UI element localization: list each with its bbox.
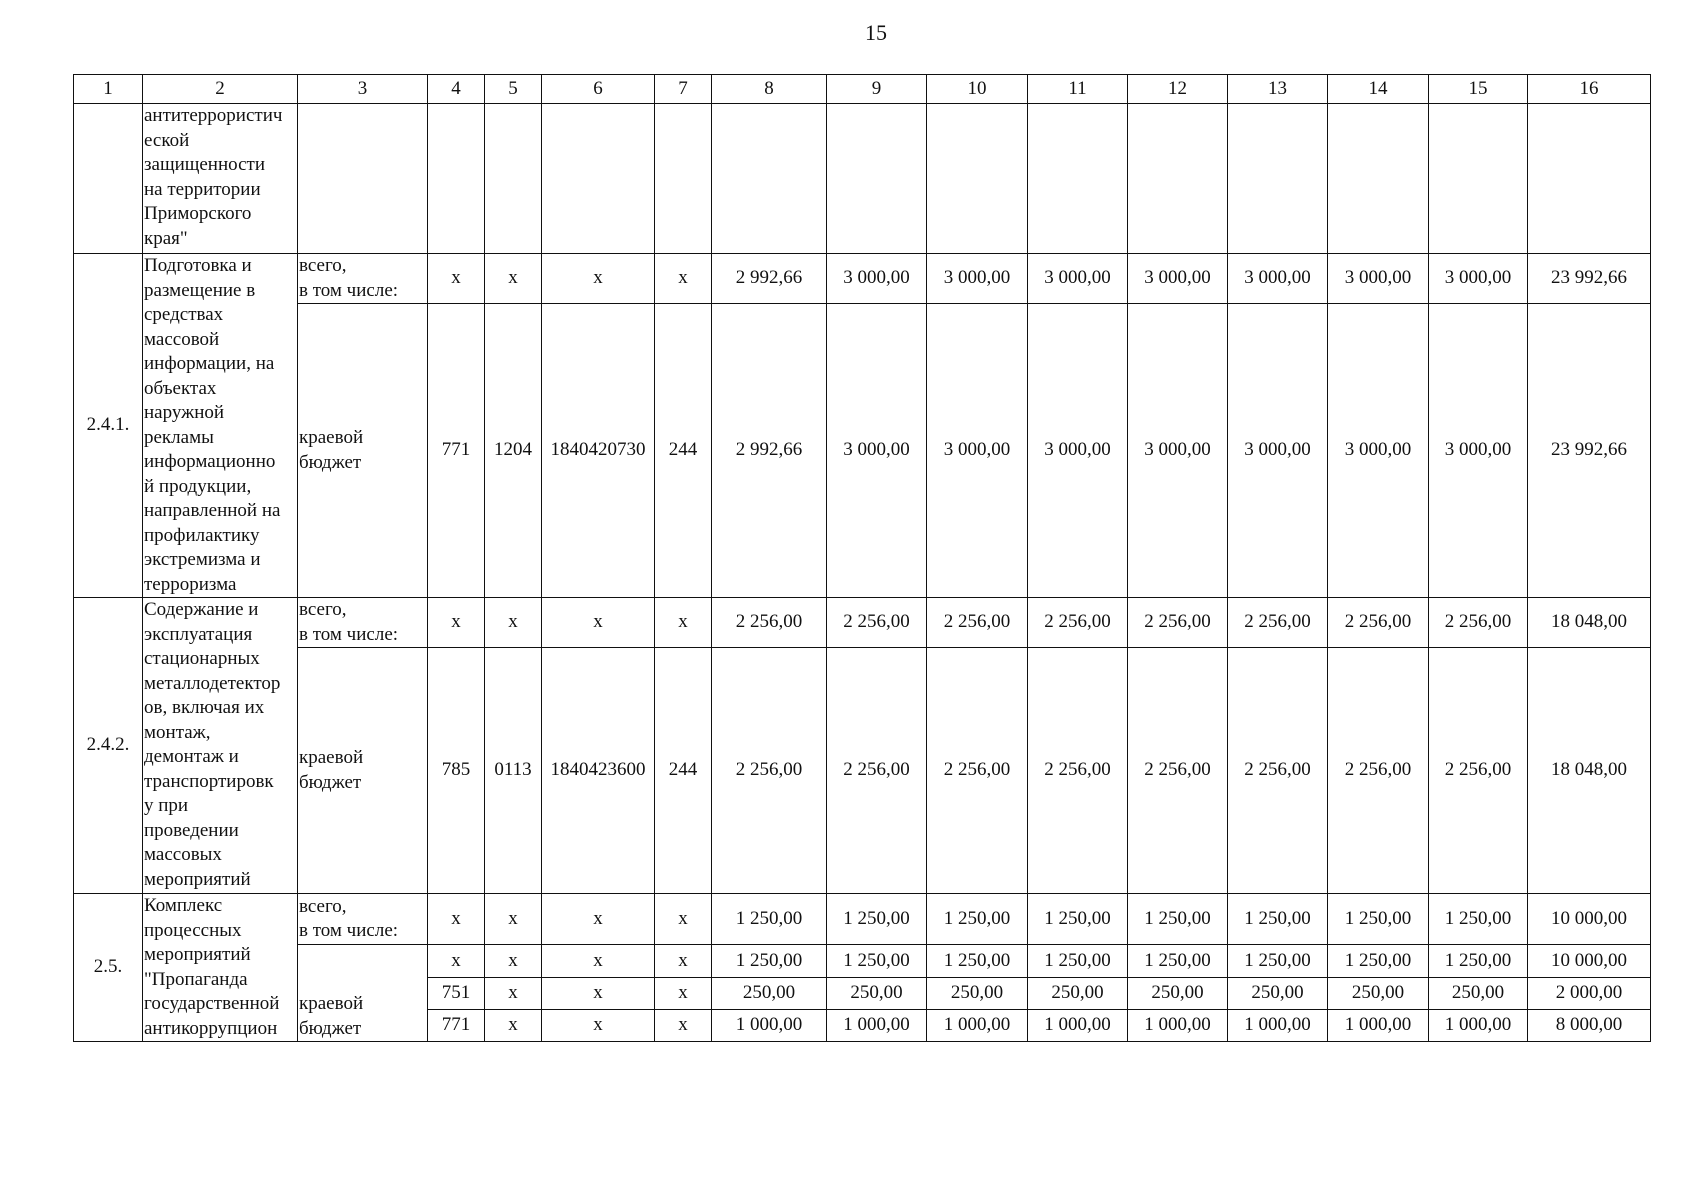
table-cell: 1 250,00 bbox=[827, 894, 927, 945]
table-cell: 3 000,00 bbox=[1328, 304, 1429, 598]
table-cell: 1840423600 bbox=[542, 648, 655, 894]
table-cell: 2 256,00 bbox=[1228, 598, 1328, 648]
table-cell: 1 000,00 bbox=[1429, 1010, 1528, 1042]
table-cell: х bbox=[542, 894, 655, 945]
column-header: 9 bbox=[827, 75, 927, 104]
table-cell: 3 000,00 bbox=[1028, 304, 1128, 598]
table-cell bbox=[927, 104, 1028, 254]
funding-source-cell: всего, в том числе: bbox=[298, 894, 428, 945]
table-cell: 1 250,00 bbox=[1429, 894, 1528, 945]
table-cell: 1 000,00 bbox=[1228, 1010, 1328, 1042]
table-cell: 2 256,00 bbox=[927, 648, 1028, 894]
table-cell: х bbox=[655, 945, 712, 978]
table-cell: 23 992,66 bbox=[1528, 304, 1651, 598]
table-cell: 18 048,00 bbox=[1528, 648, 1651, 894]
table-cell: х bbox=[485, 978, 542, 1010]
table-cell: 1 250,00 bbox=[827, 945, 927, 978]
table-cell: 1 250,00 bbox=[1028, 945, 1128, 978]
table-cell: 2 256,00 bbox=[712, 598, 827, 648]
table-cell: х bbox=[542, 978, 655, 1010]
table-cell: х bbox=[655, 598, 712, 648]
table-cell: 1 250,00 bbox=[712, 894, 827, 945]
column-header: 8 bbox=[712, 75, 827, 104]
column-header: 11 bbox=[1028, 75, 1128, 104]
table-cell: 2 256,00 bbox=[1028, 648, 1128, 894]
table-cell: 244 bbox=[655, 648, 712, 894]
table-cell: 1 000,00 bbox=[1028, 1010, 1128, 1042]
table-cell bbox=[1429, 104, 1528, 254]
table-cell: 250,00 bbox=[927, 978, 1028, 1010]
table-cell: 1840420730 bbox=[542, 304, 655, 598]
table-cell: х bbox=[428, 254, 485, 304]
table-cell: 3 000,00 bbox=[927, 254, 1028, 304]
table-row bbox=[74, 104, 1651, 254]
table-cell: 2 256,00 bbox=[1328, 648, 1429, 894]
table-row bbox=[74, 894, 1651, 945]
table-cell: 250,00 bbox=[827, 978, 927, 1010]
table-cell: х bbox=[485, 945, 542, 978]
table-cell: 751 bbox=[428, 978, 485, 1010]
table-cell: 2 256,00 bbox=[827, 648, 927, 894]
table-cell: х bbox=[542, 945, 655, 978]
table-cell: 1 000,00 bbox=[927, 1010, 1028, 1042]
measure-name-cell: Содержание и эксплуатация стационарных металлодетектор ов, включая их монтаж, демонтаж и транспортировк у при проведении массовых мероприятий bbox=[143, 598, 298, 894]
table-cell bbox=[1128, 104, 1228, 254]
table-row bbox=[74, 304, 1651, 598]
table-cell: х bbox=[428, 945, 485, 978]
table-cell: 1204 bbox=[485, 304, 542, 598]
table-cell: 2 256,00 bbox=[1429, 648, 1528, 894]
column-header: 3 bbox=[298, 75, 428, 104]
table-cell: х bbox=[655, 254, 712, 304]
table-cell: 244 bbox=[655, 304, 712, 598]
table-cell bbox=[827, 104, 927, 254]
column-header: 5 bbox=[485, 75, 542, 104]
table-cell: х bbox=[428, 598, 485, 648]
table-cell: 2 256,00 bbox=[1228, 648, 1328, 894]
table-cell: х bbox=[485, 598, 542, 648]
table-cell: 771 bbox=[428, 1010, 485, 1042]
table-cell bbox=[1028, 104, 1128, 254]
column-header: 6 bbox=[542, 75, 655, 104]
table-cell bbox=[1228, 104, 1328, 254]
table-cell: 250,00 bbox=[712, 978, 827, 1010]
table-cell: 2 256,00 bbox=[1028, 598, 1128, 648]
table-cell: х bbox=[428, 894, 485, 945]
table-cell bbox=[1528, 104, 1651, 254]
column-header: 4 bbox=[428, 75, 485, 104]
table-cell: х bbox=[542, 598, 655, 648]
column-header: 10 bbox=[927, 75, 1028, 104]
table-cell: х bbox=[542, 254, 655, 304]
table-cell: 2 000,00 bbox=[1528, 978, 1651, 1010]
table-cell: 10 000,00 bbox=[1528, 945, 1651, 978]
table-row bbox=[74, 648, 1651, 894]
continuation-name-cell: антитеррористич еской защищенности на территории Приморского края" bbox=[143, 104, 298, 254]
table-cell: х bbox=[485, 894, 542, 945]
table-cell: 3 000,00 bbox=[1328, 254, 1429, 304]
table-cell: х bbox=[655, 1010, 712, 1042]
column-header: 16 bbox=[1528, 75, 1651, 104]
table-cell: 1 000,00 bbox=[1128, 1010, 1228, 1042]
table-cell: 3 000,00 bbox=[1228, 304, 1328, 598]
table-cell: 1 250,00 bbox=[927, 894, 1028, 945]
table-cell: 1 250,00 bbox=[1228, 945, 1328, 978]
table-cell: 2 256,00 bbox=[1429, 598, 1528, 648]
table-cell bbox=[485, 104, 542, 254]
funding-source-cell: всего, в том числе: bbox=[298, 598, 428, 648]
funding-source-cell: краевой бюджет bbox=[298, 945, 428, 1042]
table-cell: 3 000,00 bbox=[927, 304, 1028, 598]
table-cell: 250,00 bbox=[1228, 978, 1328, 1010]
column-header: 1 bbox=[74, 75, 143, 104]
table-cell: 3 000,00 bbox=[827, 304, 927, 598]
column-header: 2 bbox=[143, 75, 298, 104]
table-cell: 3 000,00 bbox=[827, 254, 927, 304]
table-row bbox=[74, 254, 1651, 304]
table-cell: 785 bbox=[428, 648, 485, 894]
table-row bbox=[74, 945, 1651, 978]
table-cell: 1 000,00 bbox=[712, 1010, 827, 1042]
row-number-cell: 2.5. bbox=[74, 894, 143, 1042]
table-cell: 2 256,00 bbox=[1128, 648, 1228, 894]
table-cell: 3 000,00 bbox=[1128, 254, 1228, 304]
table-cell: 8 000,00 bbox=[1528, 1010, 1651, 1042]
table-cell: х bbox=[542, 1010, 655, 1042]
table-cell: 2 992,66 bbox=[712, 254, 827, 304]
table-cell: 1 250,00 bbox=[1228, 894, 1328, 945]
table-cell: 1 250,00 bbox=[1028, 894, 1128, 945]
table-cell bbox=[655, 104, 712, 254]
table-cell: 1 250,00 bbox=[712, 945, 827, 978]
table-cell: 3 000,00 bbox=[1028, 254, 1128, 304]
column-header: 14 bbox=[1328, 75, 1429, 104]
column-header-row bbox=[74, 75, 1651, 104]
table-cell: 771 bbox=[428, 304, 485, 598]
table-cell: 0113 bbox=[485, 648, 542, 894]
table-cell: 2 256,00 bbox=[1128, 598, 1228, 648]
table-cell: 2 992,66 bbox=[712, 304, 827, 598]
table-cell bbox=[298, 104, 428, 254]
row-number-cell bbox=[74, 104, 143, 254]
table-cell: 1 250,00 bbox=[1429, 945, 1528, 978]
table-cell: 1 250,00 bbox=[1328, 894, 1429, 945]
measure-name-cell: Комплекс процессных мероприятий "Пропаганда государственной антикоррупцион bbox=[143, 894, 298, 1042]
column-header: 12 bbox=[1128, 75, 1228, 104]
row-number-cell: 2.4.1. bbox=[74, 254, 143, 598]
table-cell: 23 992,66 bbox=[1528, 254, 1651, 304]
table-cell: 2 256,00 bbox=[827, 598, 927, 648]
page-number: 15 bbox=[865, 20, 887, 45]
table-cell: 250,00 bbox=[1429, 978, 1528, 1010]
table-cell: 3 000,00 bbox=[1429, 304, 1528, 598]
table-cell: 1 250,00 bbox=[927, 945, 1028, 978]
budget-table bbox=[73, 74, 1651, 1042]
table-cell: 2 256,00 bbox=[712, 648, 827, 894]
table-cell: 18 048,00 bbox=[1528, 598, 1651, 648]
table-cell: 3 000,00 bbox=[1228, 254, 1328, 304]
table-cell: 10 000,00 bbox=[1528, 894, 1651, 945]
table-row bbox=[74, 598, 1651, 648]
table-cell: х bbox=[655, 978, 712, 1010]
column-header: 7 bbox=[655, 75, 712, 104]
funding-source-cell: всего, в том числе: bbox=[298, 254, 428, 304]
table-cell bbox=[712, 104, 827, 254]
table-cell: 1 250,00 bbox=[1128, 894, 1228, 945]
table-cell: 3 000,00 bbox=[1429, 254, 1528, 304]
funding-source-cell: краевой бюджет bbox=[298, 648, 428, 894]
funding-source-cell: краевой бюджет bbox=[298, 304, 428, 598]
table-cell: 2 256,00 bbox=[927, 598, 1028, 648]
table-cell: 1 250,00 bbox=[1328, 945, 1429, 978]
table-cell: 2 256,00 bbox=[1328, 598, 1429, 648]
table-cell: 3 000,00 bbox=[1128, 304, 1228, 598]
table-cell: 1 000,00 bbox=[827, 1010, 927, 1042]
column-header: 15 bbox=[1429, 75, 1528, 104]
table-cell: х bbox=[655, 894, 712, 945]
table-cell bbox=[542, 104, 655, 254]
measure-name-cell: Подготовка и размещение в средствах массовой информации, на объектах наружной рекламы информационно й продукции, направленной на профилактику экстремизма и терроризма bbox=[143, 254, 298, 598]
table-cell bbox=[1328, 104, 1429, 254]
table-cell: 250,00 bbox=[1128, 978, 1228, 1010]
table-cell: 1 250,00 bbox=[1128, 945, 1228, 978]
column-header: 13 bbox=[1228, 75, 1328, 104]
table-cell bbox=[428, 104, 485, 254]
table-cell: 250,00 bbox=[1028, 978, 1128, 1010]
table-cell: 1 000,00 bbox=[1328, 1010, 1429, 1042]
table-cell: х bbox=[485, 254, 542, 304]
row-number-cell: 2.4.2. bbox=[74, 598, 143, 894]
table-cell: х bbox=[485, 1010, 542, 1042]
table-cell: 250,00 bbox=[1328, 978, 1429, 1010]
